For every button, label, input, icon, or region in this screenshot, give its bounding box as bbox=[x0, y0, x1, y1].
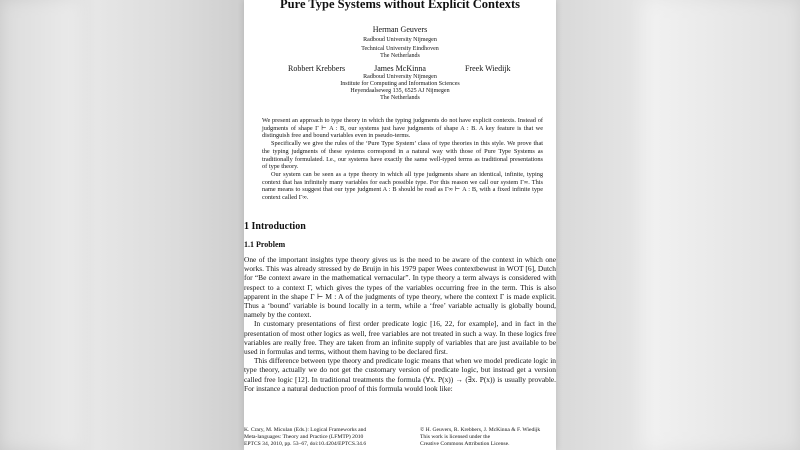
background-blur-left bbox=[0, 0, 80, 450]
abstract-paragraph: We present an approach to type theory in which the typing judgments do not have explicit contexts. Instead of judgments of shape Γ ⊢ A : B, our systems just have judgments of shape A : B. A key feature is that we distinguish free and bound variables even in pseudo-terms. bbox=[262, 117, 543, 140]
footer-line: EPTCS 34, 2010, pp. 53–67, doi:10.4204/EPTCS.34.6 bbox=[244, 440, 367, 447]
subsection-heading: 1.1 Problem bbox=[244, 240, 286, 249]
abstract-paragraph: Specifically we give the rules of the ‘Pure Type System’ class of type theories in this style. We prove that the typing judgments of these systems correspond in a natural way with those of Pure Type Systems as traditionally formulated. I.e., our systems have exactly the same well-typed terms as traditional presentations of type theory. bbox=[262, 140, 543, 171]
abstract bbox=[262, 117, 543, 202]
body-paragraph: One of the important insights type theory gives us is the need to be aware of the context in which one works. This was already stressed by de Bruijn in his 1979 paper Wees contextbewust in WOT [6], Dutch for “Be context aware in the mathematical vernacular”. In type theory a term always is considered with respect to a context Γ, which gives the types of the variables occurring free in the term. This is also apparent in the shape Γ ⊢ M : A of the judgments of type theory, where the context Γ is made explicit. Thus a ‘bound’ variable is bound locally in a term, while a ‘free’ variable actually is globally bound, namely by the context. bbox=[244, 255, 556, 320]
affiliation-line: Heyendaalseweg 135, 6525 AJ Nijmegen bbox=[350, 88, 450, 94]
affiliation-line: Institute for Computing and Information Sciences bbox=[340, 81, 460, 87]
affiliation-line: Technical University Eindhoven bbox=[361, 46, 439, 52]
author-mckinna: James McKinna bbox=[374, 64, 426, 73]
section-heading: 1 Introduction bbox=[244, 221, 306, 232]
body-paragraph: In customary presentations of first order predicate logic [16, 22, for example], and in fact in the presentation of most other logics as well, free variables are not treated in such a way. In these logics free variables are really free. They are taken from an infinite supply of variables that are just available to be used in formulas and terms, without them having to be declared first. bbox=[244, 319, 556, 357]
footer-left bbox=[244, 427, 404, 447]
affiliation-line: Radboud University Nijmegen bbox=[363, 37, 437, 43]
footer-line: Meta-languages: Theory and Practice (LFMTP) 2010 bbox=[244, 433, 364, 440]
abstract-paragraph: Our system can be seen as a type theory in which all type judgments share an identical, infinite, typing context that has infinitely many variables for each possible type. For this reason we call our system Γ∞. This name means to suggest that our type judgment A : B should be read as Γ∞ ⊢ A : B, with a fixed infinite type context called Γ∞. bbox=[262, 170, 543, 202]
body-paragraph: This difference between type theory and predicate logic means that when we model predicate logic in type theory, actually we do not get the customary version of predicate logic, but instead get a version called free logic [12]. In traditional treatments the formula (∀x. P(x)) → (∃x. P(x)) is usually provable. For instance a natural deduction proof of this formula would look like: bbox=[244, 356, 556, 393]
footer-line: This work is licensed under the bbox=[420, 433, 491, 440]
author-krebbers: Robbert Krebbers bbox=[288, 64, 346, 73]
footer-right bbox=[420, 427, 556, 447]
footer-line: K. Crary, M. Miculan (Eds.): Logical Frameworks and bbox=[244, 427, 367, 433]
author-wiedijk: Freek Wiedijk bbox=[465, 64, 511, 73]
affiliation-line: Radboud University Nijmegen bbox=[363, 74, 437, 80]
footer-line: Creative Commons Attribution License. bbox=[420, 440, 510, 447]
affiliation-line: The Netherlands bbox=[380, 95, 420, 101]
footer-line: © H. Geuvers, R. Krebbers, J. McKinna & F. Wiedijk bbox=[420, 427, 541, 433]
author-geuvers: Herman Geuvers bbox=[372, 25, 428, 34]
affiliation-line: The Netherlands bbox=[380, 53, 420, 59]
paper-page bbox=[244, 0, 556, 450]
paper-title: Pure Type Systems without Explicit Contexts bbox=[280, 0, 520, 11]
body-text bbox=[244, 255, 556, 393]
background-blur-right bbox=[640, 0, 800, 450]
